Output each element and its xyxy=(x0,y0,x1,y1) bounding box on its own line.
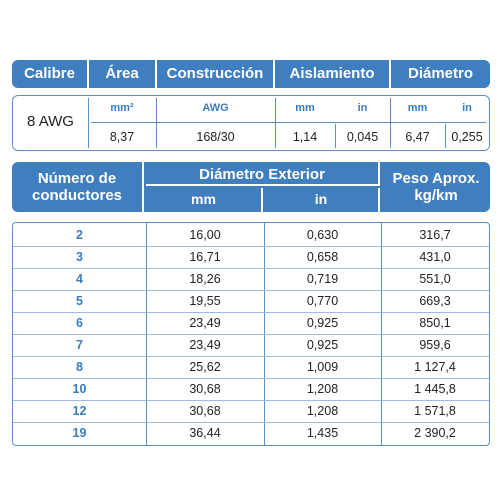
value-diametro-mm: 6,47 xyxy=(405,130,430,144)
diameter-in: 1,208 xyxy=(306,382,339,396)
diameter-mm: 30,68 xyxy=(189,382,221,396)
cable-spec-body xyxy=(12,95,490,151)
diameter-mm: 18,26 xyxy=(189,272,221,286)
diameter-mm: 30,68 xyxy=(189,404,221,418)
cable-spec-header xyxy=(12,60,490,88)
weight-kg-km: 1 127,4 xyxy=(414,360,456,374)
table-row xyxy=(13,269,489,291)
header-conductores xyxy=(12,162,144,212)
unit-construccion: AWG xyxy=(202,102,229,114)
diameter-mm: 19,55 xyxy=(189,294,221,308)
diameter-in: 0,925 xyxy=(306,338,339,352)
divider xyxy=(91,122,486,123)
header-calibre: Calibre xyxy=(12,60,89,88)
diameter-in: 0,719 xyxy=(306,272,339,286)
weight-kg-km: 1 445,8 xyxy=(414,382,456,396)
header-peso-line1: Peso Aprox. xyxy=(392,170,480,187)
weight-kg-km: 850,1 xyxy=(419,316,451,330)
table-row xyxy=(13,247,489,269)
unit-aislamiento-mm: mm xyxy=(295,102,315,114)
header-diametro-in: in xyxy=(264,188,380,212)
unit-aislamiento-in: in xyxy=(357,102,368,114)
diameter-in: 0,925 xyxy=(306,316,339,330)
diameter-in: 0,658 xyxy=(306,250,339,264)
header-aislamiento: Aislamiento xyxy=(275,60,391,88)
conductor-count: 10 xyxy=(72,382,87,396)
value-diametro-in: 0,255 xyxy=(451,130,483,144)
value-aislamiento-in: 0,045 xyxy=(346,130,379,144)
conductor-count: 8 xyxy=(76,360,83,374)
header-conductores-line1: Número de xyxy=(37,170,117,187)
header-conductores-line2: conductores xyxy=(31,187,122,204)
weight-kg-km: 551,0 xyxy=(419,272,451,286)
diameter-mm: 23,49 xyxy=(189,338,221,352)
conductor-count: 19 xyxy=(72,426,87,440)
value-construccion: 168/30 xyxy=(196,130,235,144)
header-peso-line2: kg/km xyxy=(414,187,458,204)
header-peso xyxy=(382,162,490,212)
header-diametro-exterior: Diámetro Exterior xyxy=(146,162,380,186)
diameter-mm: 16,00 xyxy=(189,228,221,242)
table-row xyxy=(13,313,489,335)
weight-kg-km: 316,7 xyxy=(419,228,451,242)
header-diametro-mm: mm xyxy=(146,188,263,212)
unit-area: mm² xyxy=(110,102,134,114)
diameter-in: 1,435 xyxy=(306,426,339,440)
diameter-mm: 36,44 xyxy=(189,426,221,440)
unit-diametro-in: in xyxy=(462,102,472,114)
diameter-in: 0,630 xyxy=(306,228,339,242)
conductor-count: 5 xyxy=(76,294,83,308)
table-row xyxy=(13,423,489,445)
conductors-header xyxy=(12,162,490,212)
diameter-in: 0,770 xyxy=(306,294,339,308)
header-construccion: Construcción xyxy=(157,60,275,88)
diameter-mm: 16,71 xyxy=(189,250,221,264)
weight-kg-km: 431,0 xyxy=(419,250,451,264)
table-row xyxy=(13,379,489,401)
table-row xyxy=(13,357,489,379)
conductor-count: 3 xyxy=(76,250,83,264)
header-diametro: Diámetro xyxy=(407,65,474,82)
conductor-count: 7 xyxy=(76,338,83,352)
calibre-value: 8 AWG xyxy=(27,113,74,130)
table-row xyxy=(13,291,489,313)
diameter-mm: 23,49 xyxy=(189,316,221,330)
diameter-in: 1,009 xyxy=(306,360,339,374)
unit-diametro-mm: mm xyxy=(407,102,428,114)
value-area: 8,37 xyxy=(109,130,135,144)
weight-kg-km: 959,6 xyxy=(419,338,451,352)
diameter-mm: 25,62 xyxy=(189,360,221,374)
weight-kg-km: 1 571,8 xyxy=(414,404,456,418)
conductors-body xyxy=(12,222,490,446)
table-row xyxy=(13,225,489,247)
weight-kg-km: 669,3 xyxy=(419,294,451,308)
table-row xyxy=(13,335,489,357)
table-row xyxy=(13,401,489,423)
weight-kg-km: 2 390,2 xyxy=(414,426,456,440)
conductor-count: 6 xyxy=(76,316,83,330)
header-area: Área xyxy=(89,60,157,88)
diameter-in: 1,208 xyxy=(306,404,339,418)
conductor-count: 4 xyxy=(76,272,83,286)
conductor-count: 2 xyxy=(76,228,83,242)
value-aislamiento-mm: 1,14 xyxy=(292,130,318,144)
conductor-count: 12 xyxy=(72,404,87,418)
